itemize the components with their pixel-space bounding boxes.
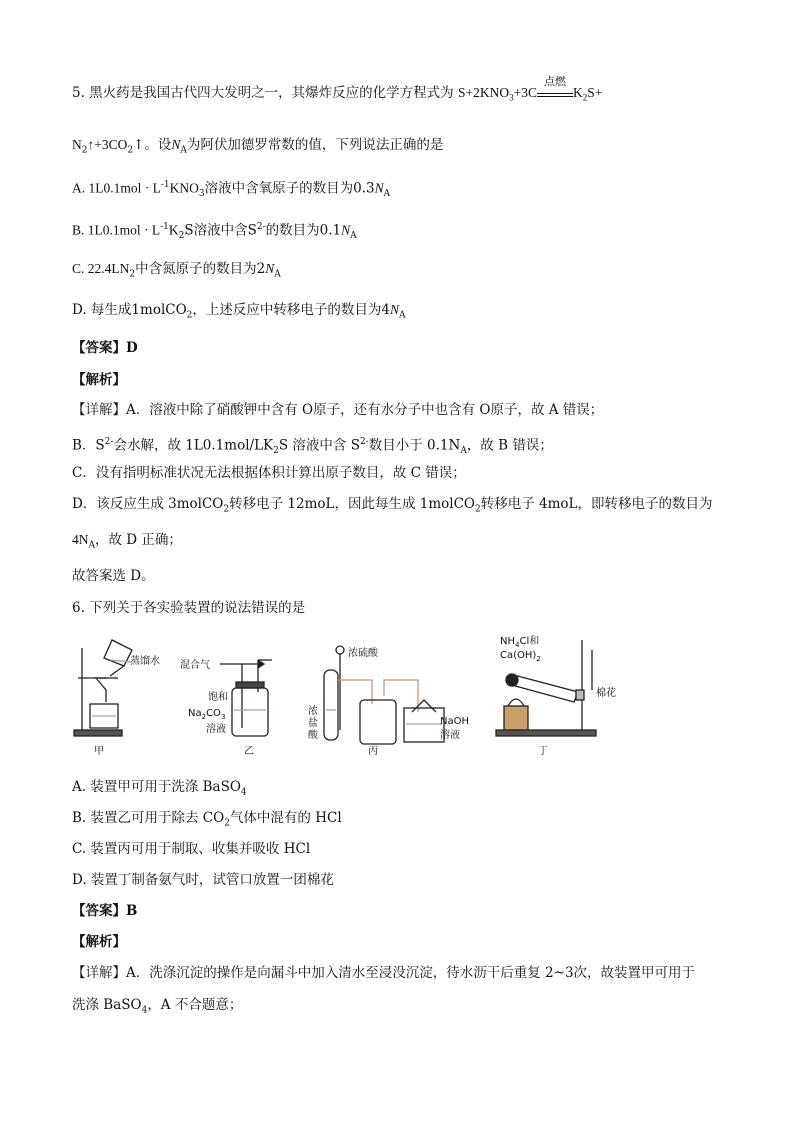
q5-option-d: D. 每生成1molCO$_2$，上述反应中转移电子的数目为$4N_A$ [72, 302, 406, 321]
apparatus-jia [74, 640, 132, 736]
label-conc: 浓 [308, 706, 318, 717]
q6-analysis-heading: 【解析】 [72, 934, 126, 950]
label-caoh2: $Ca(OH)_2$ [500, 650, 541, 663]
label-naoh-solution: 溶液 [440, 730, 460, 741]
label-na2co3: $Na_2CO_3$ [188, 708, 226, 721]
q6-option-a: A. 装置甲可用于洗涤 BaSO$_4$ [72, 779, 247, 798]
label-cotton: 棉花 [596, 688, 616, 699]
label-saturated: 饱和 [208, 692, 228, 703]
q6-detail-a-cont: 洗涤 BaSO$_4$，A 不合题意； [72, 997, 243, 1016]
label-distilled-water: 蒸馏水 [130, 656, 160, 667]
label-acid: 酸 [308, 730, 318, 741]
q6-detail-a: 【详解】A．洗涤沉淀的操作是向漏斗中加入清水至浸没沉淀，待水沥干后重复 2~3次，故装置甲可用于 [72, 965, 696, 981]
label-yi: 乙 [244, 746, 254, 757]
label-ding: 丁 [538, 746, 548, 757]
label-naoh: NaOH [440, 716, 469, 727]
q5-option-b: B. $1L0.1mol \cdot L^{-1}K_2S$溶液中含$S^{2-}$的数目为$0.1N_A$ [72, 222, 357, 242]
reaction-condition: 点燃 [537, 84, 573, 97]
label-nh4cl: $NH_4Cl$和 [500, 636, 540, 649]
q5-conclusion: 故答案选 D。 [72, 568, 155, 584]
q5-stem-line2: $N_2↑+3CO_2↑$。设$N_A$为阿伏加德罗常数的值，下列说法正确的是 [72, 137, 444, 156]
q5-detail-c: C．没有指明标准状况无法根据体积计算出原子数目，故 C 错误； [72, 465, 466, 481]
q6-option-c: C. 装置丙可用于制取、收集并吸收 HCl [72, 841, 311, 857]
q5-option-c: C. $22.4LN_2$中含氮原子的数目为$2N_A$ [72, 261, 281, 280]
q6-answer: 【答案】B [72, 903, 138, 919]
q5-option-a: A. $1L0.1mol \cdot L^{-1}KNO_3$溶液中含氧原子的数目为$0.3N_A$ [72, 180, 391, 200]
label-conc-h2so4: 浓硫酸 [348, 648, 378, 659]
label-jia: 甲 [94, 746, 104, 757]
q5-answer: 【答案】D [72, 340, 138, 356]
apparatus-figure [72, 630, 632, 762]
q5-detail-d: D．该反应生成 3molCO$_2$转移电子 12moL，因此每生成 1molCO$_2$转移电子 4moL，即转移电子的数目为 [72, 496, 713, 515]
q6-stem: 6. 下列关于各实验装置的说法错误的是 [72, 600, 306, 616]
label-solution: 溶液 [206, 724, 226, 735]
label-bing: 丙 [368, 746, 378, 757]
q5-detail-a: 【详解】A．溶液中除了硝酸钾中含有 O原子，还有水分子中也含有 O原子，故 A 错误； [72, 402, 604, 418]
label-hcl: 盐 [308, 718, 318, 729]
label-mixed-gas: 混合气 [180, 660, 210, 671]
q5-stem-line1 [72, 76, 603, 108]
q6-option-b: B. 装置乙可用于除去 $CO_2$气体中混有的 HCl [72, 810, 342, 829]
q6-option-d: D. 装置丁制备氨气时，试管口放置一团棉花 [72, 872, 334, 888]
q5-analysis-heading: 【解析】 [72, 372, 126, 388]
q5-detail-b: B．$S^{2-}$会水解，故 $1L0.1mol/LK_2S$ 溶液中含 $S^{2-}$数目小于 $0.1N_A$，故 B 错误； [72, 437, 553, 457]
apparatus-bing [324, 646, 444, 744]
q5-equation: $S+2KNO_3+3C$ 点燃 $K_2S+$ [457, 76, 603, 103]
q5-stem-text: 5. 黑火药是我国古代四大发明之一，其爆炸反应的化学方程式为 [72, 85, 454, 101]
q5-detail-d-cont: $4N_A$，故 D 正确； [72, 532, 182, 551]
